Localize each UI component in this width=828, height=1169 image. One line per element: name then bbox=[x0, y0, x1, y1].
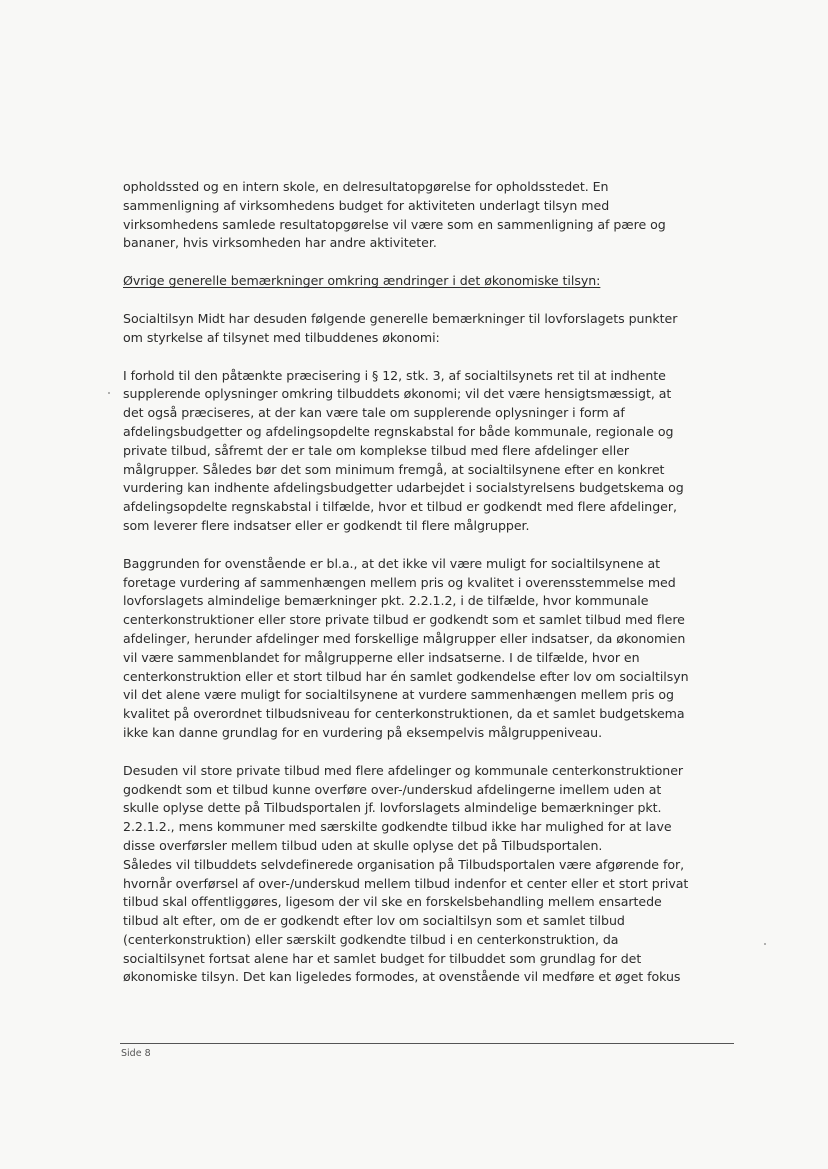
paragraph-5: Desuden vil store private tilbud med flere afdelinger og kommunale centerkonstruktioner godkendt som et tilbud kunne overføre over-/underskud afdelingerne imellem uden at skulle oplyse dette på Tilbudsportalen jf. lovforslagets almindelige bemærkninger pkt. 2.2.1.2., mens kommuner med særskilte godkendte tilbud ikke har mulighed for at lave disse overførsler mellem tilbud uden at skulle oplyse det på Tilbudsportalen. Således vil tilbuddets selvdefinerede organisation på Tilbudsportalen være afgørende for, hvornår overførsel af over-/underskud mellem tilbud indenfor et center eller et stort privat tilbud skal offentliggøres, ligesom der vil ske en forskelsbehandling mellem ensartede tilbud alt efter, om de er godkendt efter lov om socialtilsyn som et samlet tilbud (centerkonstruktion) eller særskilt godkendte tilbud i en centerkonstruktion, da socialtilsynet fortsat alene har et samlet budget for tilbuddet som grundlag for det økonomiske tilsyn. Det kan ligeledes formodes, at ovenstående vil medføre et øget fokus bbox=[123, 762, 689, 985]
footer-divider bbox=[120, 1043, 734, 1044]
paragraph-4: Baggrunden for ovenstående er bl.a., at det ikke vil være muligt for socialtilsynene at foretage vurdering af sammenhængen mellem pris og kvalitet i overensstemmelse med lovforslagets almindelige bemærkninger pkt. 2.2.1.2, i de tilfælde, hvor kommunale centerkonstruktioner eller store private tilbud er godkendt som et samlet tilbud med flere afdelinger, herunder afdelinger med forskellige målgrupper eller indsatser, da økonomien vil være sammenblandet for målgrupperne eller indsatserne. I de tilfælde, hvor en centerkonstruktion eller et stort tilbud har én samlet godkendelse efter lov om socialtilsyn vil det alene være muligt for socialtilsynene at vurdere sammenhængen mellem pris og kvalitet på overordnet tilbudsniveau for centerkonstruktionen, da et samlet budgetskema ikke kan danne grundlag for en vurdering på eksempelvis målgruppeniveau. bbox=[123, 555, 689, 740]
section-heading: Øvrige generelle bemærkninger omkring ændringer i det økonomiske tilsyn: bbox=[123, 273, 601, 289]
paragraph-1: opholdssted og en intern skole, en delresultatopgørelse for opholdsstedet. En sammenligning af virksomhedens budget for aktiviteten underlagt tilsyn med virksomhedens samlede resultatopgørelse vil være som en sammenligning af pære og bananer, hvis virksomheden har andre aktiviteter. bbox=[123, 179, 666, 251]
page-number: Side 8 bbox=[121, 1048, 151, 1059]
scan-speck bbox=[764, 943, 766, 945]
scan-speck bbox=[108, 392, 110, 394]
paragraph-2: Socialtilsyn Midt har desuden følgende generelle bemærkninger til lovforslagets punkter om styrkelse af tilsynet med tilbuddenes økonomi: bbox=[123, 310, 678, 345]
document-body bbox=[123, 178, 735, 1006]
paragraph-3: I forhold til den påtænkte præcisering i § 12, stk. 3, af socialtilsynets ret til at indhente supplerende oplysninger omkring tilbuddets økonomi; vil det være hensigtsmæssigt, at det også præciseres, at der kan være tale om supplerende oplysninger i form af afdelingsbudgetter og afdelingsopdelte regnskabstal for både kommunale, regionale og private tilbud, såfremt der er tale om komplekse tilbud med flere afdelinger eller målgrupper. Således bør det som minimum fremgå, at socialtilsynene efter en konkret vurdering kan indhente afdelingsbudgetter udarbejdet i socialstyrelsens budgetskema og afdelingsopdelte regnskabstal i tilfælde, hvor et tilbud er godkendt med flere afdelinger, som leverer flere indsatser eller er godkendt til flere målgrupper. bbox=[123, 367, 684, 533]
